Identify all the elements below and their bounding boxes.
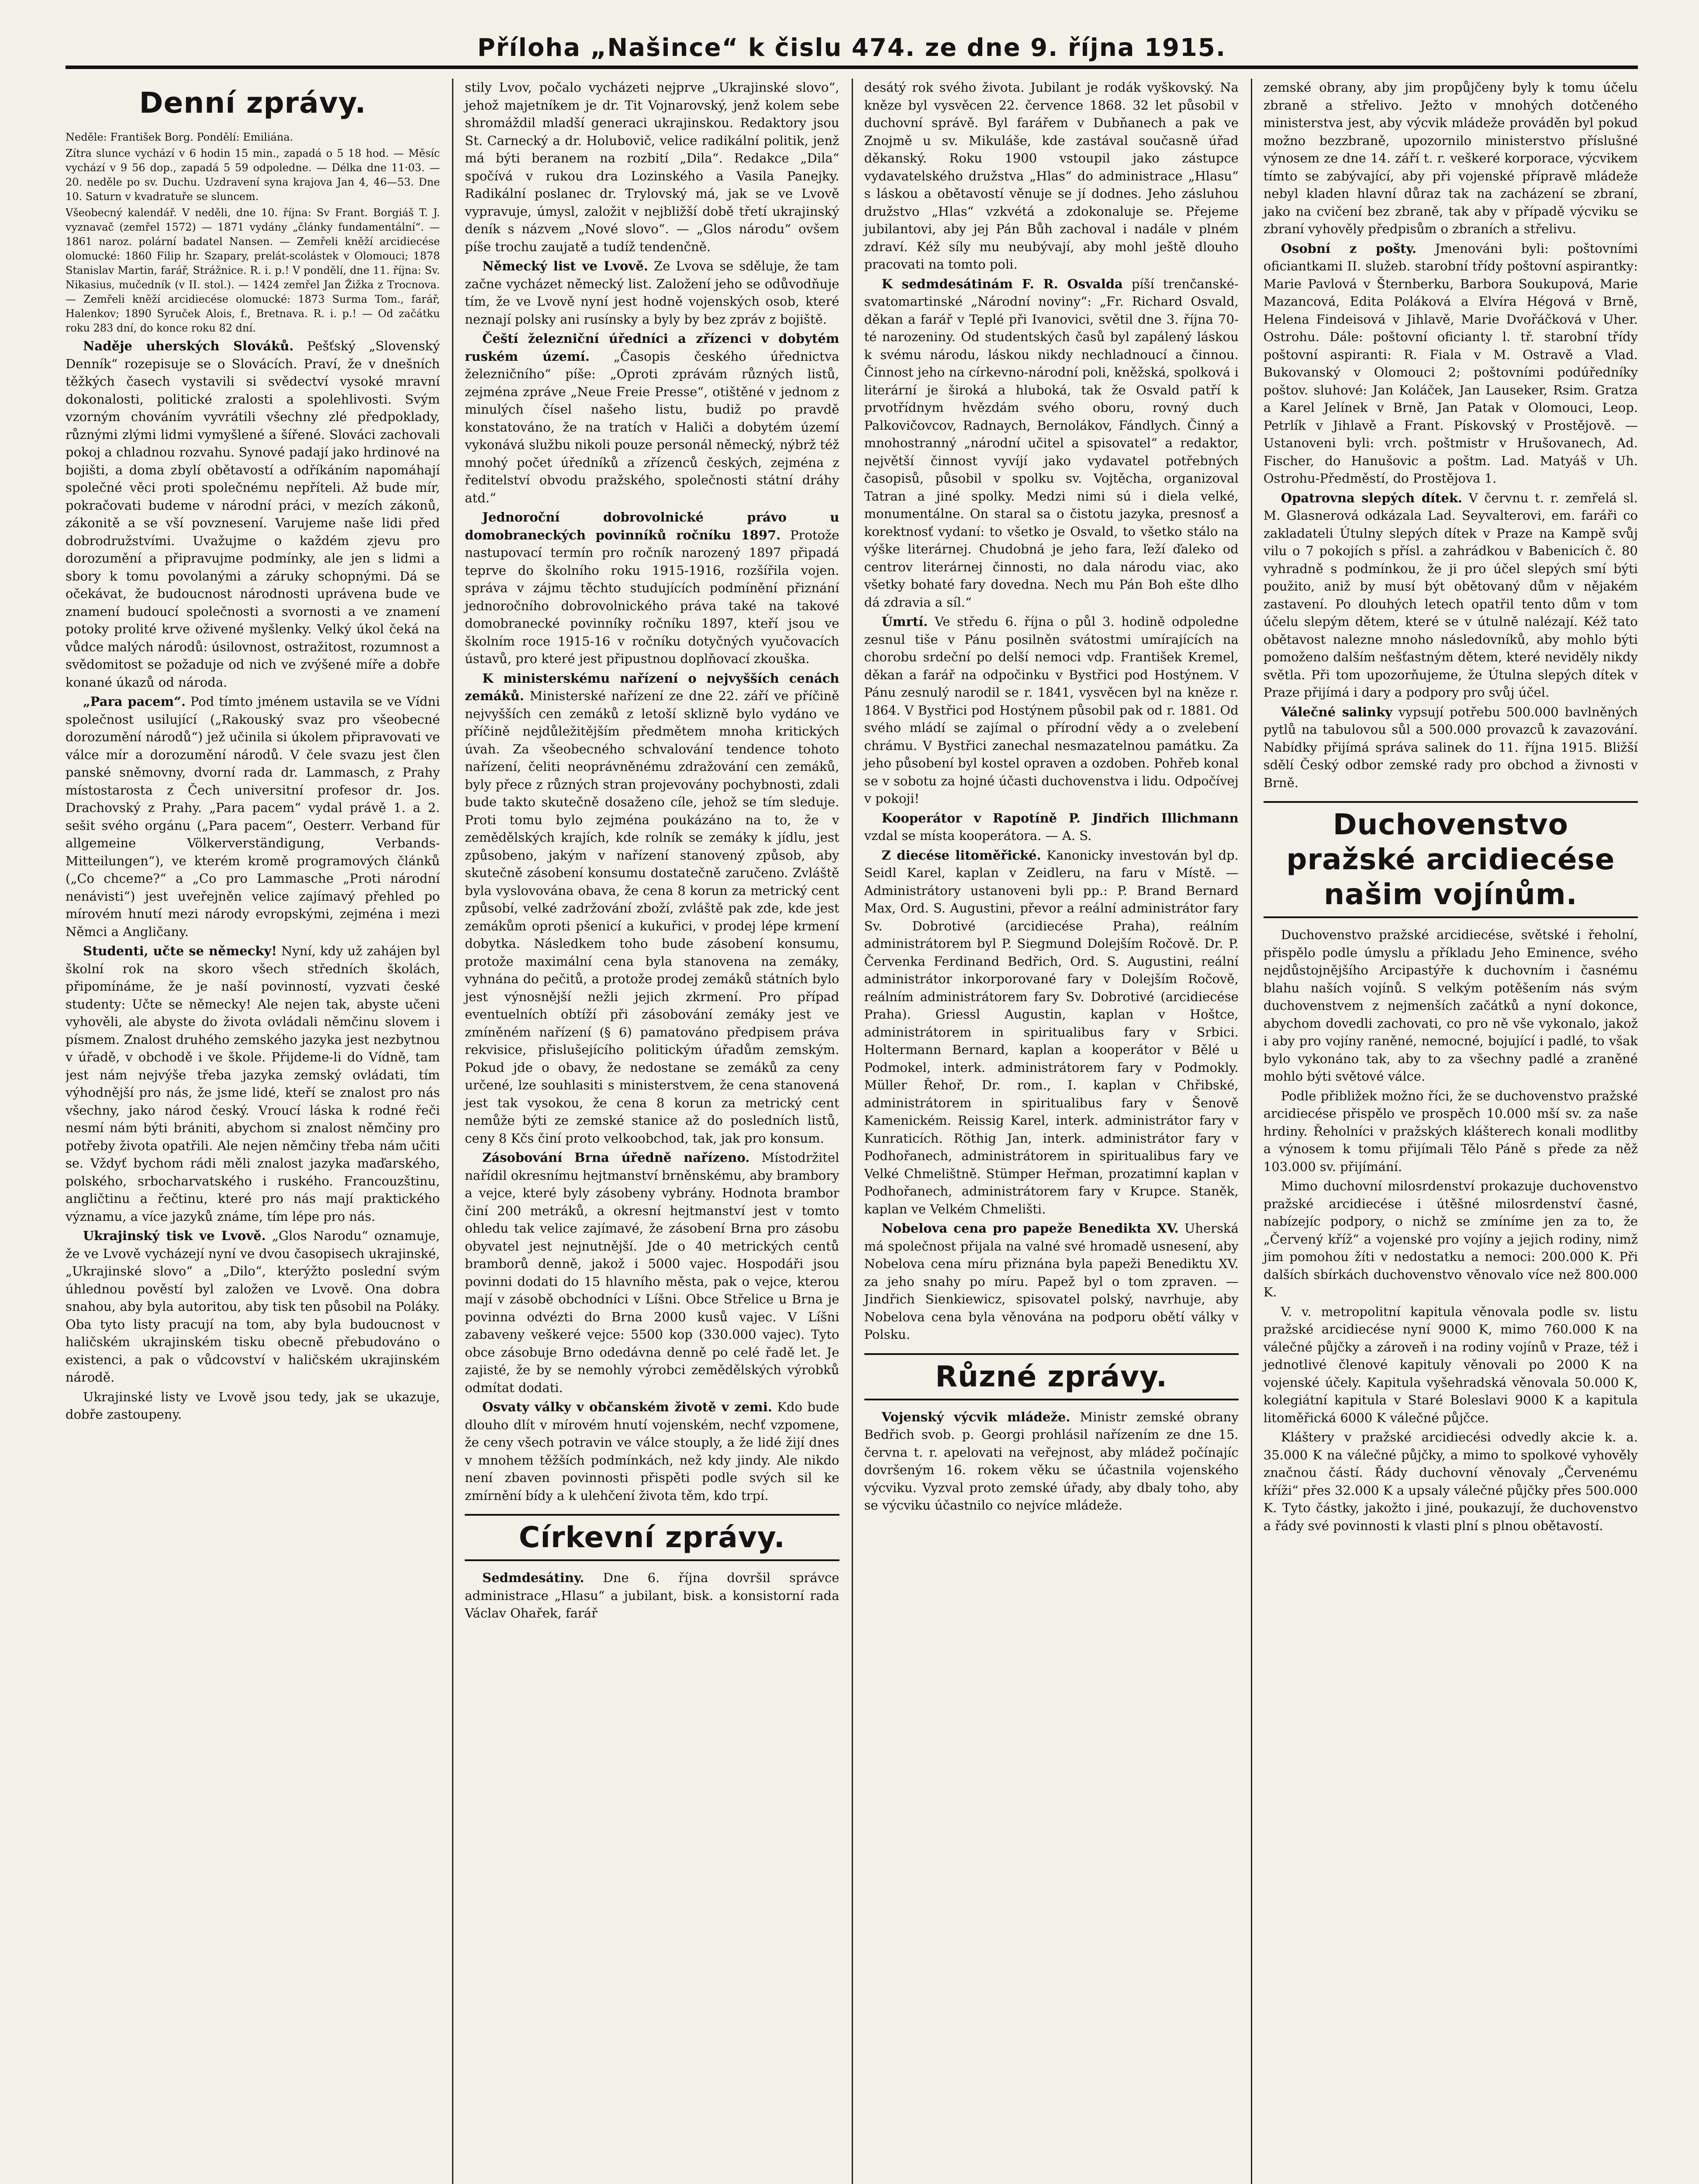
article-lead: „Para pacem“.: [83, 694, 186, 709]
article-cooperator: [864, 809, 1239, 845]
header-rule: [66, 66, 1638, 69]
article-litomerice-diocese: [864, 847, 1239, 1218]
article-continued: zemské obrany, aby jim propůjčeny byly k tomu účelu zbraně a střelivo. Ježto v mnohých dotčeného ministerstva jest, aby výcvik mládeže prováděn byl pokud možno bezzbraně, upozornilo ministerstvo příslušné výnosem ze dne 14. září t. r. veškeré korporace, výcvikem tímto se zabývající, aby při vojenské přípravě mládeže nebyl kladen hlavní důraz tak na zacházení se zbraní, jako na cvičení bez zbraně, tak aby v případě výcviku se zbraní vyhověly předpisům o zbraních a střelivu.: [1263, 80, 1638, 236]
section-title-daily-news: Denní zprávy.: [139, 86, 366, 120]
article-lead: Ukrajinský tisk ve Lvově.: [83, 1228, 266, 1243]
article-text: Ve středu 6. října o půl 3. hodině odpoledne zesnul tiše v Pánu posilněn svátostmi umírajících na chorobu srdeční po delší nemoci vdp. František Kremel, děkan a farář na odpočinku v Bystřici pod Hostýnem. V Pánu zesnulý narodil se r. 1841, vysvěcen byl na kněze r. 1864. V Bystřici pod Hostýnem působil pak od r. 1881. Od svého mládí se zajímal o přírodní vědy a o zvelebení chrámu. V Bystřici zanechal nesmazatelnou památku. Za jeho působení byl kostel opraven a ozdoben. Pohřeb konal se v sobotu za hojné účasti duchovenstva i lidu. Odpočívej v pokoji!: [864, 614, 1239, 806]
article-lead: Sedmdesátiny.: [482, 1570, 584, 1585]
article-lead: Německý list ve Lvově.: [482, 259, 648, 273]
article-text: Dne 6. října dovršil správce administrace „Hlasu“ a jubilant, bisk. a konsistorní rada Václav Ohařek, farář: [465, 1570, 839, 1621]
article-war-effects: [465, 1398, 839, 1504]
article-para-pacem: [66, 693, 440, 940]
article-lead: Úmrtí.: [881, 614, 928, 629]
article-slovaks: [66, 337, 440, 691]
article-text: Ze Lvova se sděluje, že tam začne vycházet německý list. Založení jeho se odůvodňuje tím, že ve Lvově nyní jest hodně vojenských osob, které neznají polsky ani rusínsky a byly by bez zpráv z bojiště.: [465, 259, 839, 327]
article-text: Pešťský „Slovenský Denník“ rozepisuje se o Slovácích. Praví, že v dnešních těžkých časech vystavili si svědectví vysoké mravní dokonalosti, politické zralosti a spolehlivosti. Svým vzorným chováním vyvrátili všechny zlé předpoklady, různými zlými lidmi vymyšlené a šířené. Slováci zachovali pokoj a chladnou rozvahu. Synové padají jako hrdinové na bojišti, a doma zbylí obětavostí a odříkáním napomáhají společné věci proti společnému nepříteli. Až bude mír, pokračovati budeme v národní práci, v mezích zákonů, zákonitě a se vší povznesení. Varujeme naše lidi před dobrodružstvími. Uvažujme o každém zjevu pro dorozumění a připravujme podmínky, ale jen s lidmi a sbory k tomu povolanými a záruky schopnými. Dá se očekávat, že budoucnost národnosti uprávena bude ve znamení budoucí společnosti a svornosti a ve znamení potoky prolité krve oživené myšlenky. Velký úkol čeká na vůdce malých národů: úsilovnost, ostražitost, rozumnost a svědomitost se požaduje od nich ve zvýšené míře a dobře konané úkazů od národa.: [66, 339, 440, 690]
article-text: Pod tímto jménem ustavila se ve Vídni společnost usilující („Rakouský svaz pro všeobecné dorozumění národů“) jež učinila si úkolem připravovati ve válce mír a dorozumění národů. V čele svazu jest člen panské sněmovny, dvorní rada dr. Lammasch, z Prahy místostarosta z Čech universitní profesor dr. Jos. Drachovský z Prahy. „Para pacem“ vydal právě 1. a 2. sešit svého orgánu („Para pacem“, Oesterr. Verband für allgemeine Völkerverständigung, Verbands-Mitteilungen“), ve kterém kromě programových článků („Co chceme?“ a „Co pro Lammasche „Proti národní nenávisti“) jest uveřejněn velice zajímavý přehled po mírovém hnutí mezi národy evropskými, zejména i mezi Němci a Angličany.: [66, 694, 440, 939]
article-ukrainian-press: [66, 1227, 440, 1386]
article-lead: K sedmdesátinám F. R. Osvalda: [881, 276, 1123, 291]
article-lead: Kooperátor v Rapotíně P. Jindřich Illichmann: [881, 810, 1239, 826]
article-text: Kdo bude dlouho dlít v mírovém hnutí vojenském, nechť vzpomene, že ceny všech potravin ve válce stouply, a že lidé žijí dnes v mnohem těžších podmínkách, než kdy jindy. Ale nikdo není zbaven povinnosti přispěti podle svých sil ke zmírnění bídy a k ulehčení života těm, kdo trpí.: [465, 1400, 839, 1503]
article-one-year-volunteers: [465, 508, 839, 668]
article-railway-officials: [465, 330, 839, 507]
column-4: [1251, 79, 1638, 2184]
article-lead: Jednoroční dobrovolnické právo u domobraneckých povinníků ročníku 1897.: [465, 510, 839, 543]
article-continued: desátý rok svého života. Jubilant je rodák vyškovský. Na kněze byl vysvěcen 22. července 1868. 32 let působil v duchovní správě. Byl farářem v Dubňanech a pak ve Znojmě u sv. Mikuláše, kde zastával současně úřad děkanský. Roku 1900 vstoupil jako zástupce vydavatelského družstva „Hlas“ do administrace „Hlasu“ s láskou a obětavostí věnuje se jí dodnes. Jeho zásluhou družstvo „Hlas“ vzkvétá a zdokonaluje se. Přejeme jubilantovi, aby jej Pán Bůh zachoval i nadále v plném zdraví. Kéž síly mu neubývají, aby mohl ještě dlouho pracovati na tomto poli.: [864, 80, 1239, 272]
section-title-church-news: Církevní zprávy.: [518, 1521, 785, 1554]
article-text: „Glos Narodu“ oznamuje, že ve Lvově vycházejí nyní ve dvou časopisech ukrajinské, „Ukrajinské slovo“ a „Dilo“, kterýžto poslední svým úhlednou pověstí byl založen ve Lvově. Ona dobra snahou, aby byla autoritou, aby tisk ten působil na Poláky. Oba tyto listy pracují na tom, aby byla budoucnost v haličském ukrajinském tisku obecně přebudováno o existenci, a pak o vůdcovství v haličském ukrajinském národě.: [66, 1228, 440, 1385]
article-text: Jmenováni byli: poštovními oficiantkami II. služeb. starobní třídy poštovní aspirantky: Marie Pavlová v Šternberku, Barbora Soukupová, Marie Mazancová, Edita Poláková a Elvíra Hégová v Brně, Helena Findeisová v Jihlavě, Marie Dvořáčková v Uher. Ostrohu. Dále: poštovní oficianty l. tř. starobní třídy poštovní aspiranti: R. Fiala v M. Ostravě a Vlad. Bukovanský v Olomouci 2; poštovními podúředníky poštov. sluhové: Jan Koláček, Jan Lauseker, Rsim. Gratza a Karel Jelínek v Brně, Jan Patak v Olomouci, Leop. Petrlík v Jihlavě a Frant. Pískovský v Prostějově. — Ustanoveni byli: vrch. poštmistr v Hrušovanech, Ad. Fischer, do Hanušovic a poštm. Lad. Matyáš v Uh. Ostrohu-Předměstí, do Prostějova 1.: [1263, 241, 1638, 486]
article-lead: Válečné salinky: [1281, 704, 1393, 719]
article-nobel-prize: [864, 1220, 1239, 1344]
columns: [66, 79, 1638, 2184]
article-text: Protože nastupovací termín pro ročník narozený 1897 připadá teprve do školního roku 1915-1916, rozšířila vojen. správa v zájmu těchto studujících podmínění přiznání jednoročního dobrovolnického práva také na takové domobranecké povinníky ročníku 1897, kteří jsou ve školním roce 1915-16 v ročníku dotyčných vyučovacích ústavů, pro které jest připustnou doplňovací zkouška.: [465, 527, 839, 666]
article-clergy-1: Duchovenstvo pražské arcidiecése, světské i řeholní, přispělo podle úmyslu a příkladu Jeho Eminence, svého nejdůstojnějšího Arcipastýře k duchovním i časnému blahu naších vojínů. S velkým potěšením nás svým duchovenstvem z nejmenších začátků a nyní dokonce, abychom dovedli zachovati, co pro ně vše vykonalo, jakož i aby pro vojíny raněné, nemocné, bojující i padlé, to však bylo vykonáno tak, aby to za všechny padlé a zraněné mohlo býti světové válce.: [1263, 927, 1638, 1084]
page-header: Příloha „Našince“ k čislu 474. ze dne 9. října 1915.: [477, 34, 1226, 62]
article-lead: Vojenský výcvik mládeže.: [881, 1409, 1071, 1424]
article-lead: Studenti, učte se německy!: [83, 943, 277, 958]
article-lead: Z diecése litoměřické.: [881, 847, 1041, 863]
article-text: „Časopis českého úřednictva železničního“ píše: „Oproti zprávám různých listů, zejména zpráve „Neue Freie Presse“, otištěné v jednom z minulých čísel našeho listu, budiž po pravdě konstatováno, že na tratích v Haliči a dobytém území vykonává službu nikoli pouze personál německý, nýbrž též mnohý počet úředníků a zřízenců českých, zejména z ředitelství obvodu pražského, společnosti státní dráhy atd.“: [465, 349, 839, 505]
article-blind-children: [1264, 489, 1638, 702]
article-text: Ministr zemské obrany Bedřich svob. p. Georgi prohlásil nařízením ze dne 15. června t. r. apelovati na veřejnost, aby mládež počínajíc dovršeným 16. rokem věku se účastnila vojenského výcviku. Vyzval proto zemské úřady, aby dbaly toho, aby se výcviku účastnilo co nejvíce mládeže.: [864, 1409, 1239, 1513]
section-title-various-news: Různé zprávy.: [935, 1359, 1167, 1393]
column-1: [66, 79, 440, 2184]
various-news-box: [864, 1353, 1239, 1400]
article-text: píší trenčanské-svatomartinské „Národní noviny“: „Fr. Richard Osvald, děkan a farář v Teplé při Ivanovici, světil dne 3. října 70-té narozeniny. Od studentských časů byl zapálený láskou k svému národu, láskou nikdy nechladnoucí a činnou. Činnost jeho na církevno-národní poli, kněžská, spolková i literární je široká a hluboká, tak že Osvald patří k prvotřídnym hvězdám svého oboru, rovný duch Palkovičovcov, Radnaych, Bernolákov, Fándlych. Činný a mnohostranný „národní učitel a spisovatel“ a redaktor, největší činnost vyvíjí jako vydavatel potřebných časopisů, působil v spolku sv. Vojtěcha, organizoval Tatran a jiné spolky. Medzi nimi sú i diela velké, monumentálne. On staral sa o čistotu jazyka, presnosť a korektnosť vydaní: to všetko je Osvald, to všetko stálo na výške literárnej. Chudobná je jeho fara, ľeží ďaleko od centrov literárnej činnosti, no dala národu viac, ako všetky bohaté fary dovedna. Nech mu Pán Boh ešte dlho dá zdravia a síl.“: [864, 276, 1239, 610]
article-text: Kanonicky investován byl dp. Seidl Karel, kaplan v Zeidleru, na faru v Místě. — Administrátory ustanoveni byli pp.: P. Brand Bernard Max, Ord. S. Augustini, převor a reální administrátor fary Sv. Dobrotivé (arcidiecése Praha), reálním administrátorem byl P. Siegmund Dolejším Ročově. Dr. P. Červenka Ferdinand Bedřich, Ord. S. Augustini, reální administrátor inkorporované fary v Dolejším Ročově, reálním administrátorem fary Sv. Dobrotivé (arcidiecése Praha). Griessl Augustin, kaplan v Hoštce, administrátorem in spiritualibus fary v Srbici. Holtermann Bernard, kaplan a kooperátor v Bělé u Podmokel, interk. administrátorem fary v Podmokly. Müller Řehoř, Dr. rom., I. kaplan v Chřibské, administrátorem in spiritualibus fary v Šenově Kamenickém. Reissig Karel, interk. administrátor fary v Kunraticích. Röthig Jan, interk. administrátor fary v Podhořanech, administrátorem in spiritualibus fary ve Velké Chmelištně. Stümper Heřman, prozatimní kaplan v Podhořanech, administrátorem fary v Krupce. Staněk, kaplan ve Velkém Chmelišti.: [864, 847, 1239, 1216]
article-lead: Opatrovna slepých dítek.: [1281, 490, 1463, 505]
general-calendar: Všeobecný kalendář. V neděli, dne 10. října: Sv Frant. Borgiáš T. J. vyznavač (zemřel 1572) — 1871 vydány „články fundamentální“. — 1861 naroz. polární badatel Nansen. — Zemřeli kněží arcidiecése olomucké: 1860 Filip hr. Szapary, prelát-scolástek v Olomouci; 1878 Stanislav Martin, farář, Strážnice. R. i. p.! V pondělí, dne 11. října: Sv. Nikasius, mučedník (v II. stol.). — 1424 zemřel Jan Žižka z Trocnova. — Zemřeli kněží arcidiecése olomucké: 1873 Surma Tom., farář, Halenkov; 1890 Syruček Alois, f., Bretnava. R. i. p.! — Od začátku roku 283 dní, do konce roku 82 dní.: [66, 207, 440, 334]
article-military-training: [864, 1408, 1239, 1514]
article-post-personnel: [1264, 240, 1638, 487]
article-text: vzdal se místa kooperátora. — A. S.: [864, 828, 1092, 843]
article-german-paper: [465, 257, 839, 328]
church-news-box: [465, 1514, 839, 1561]
column-2: [452, 79, 839, 2184]
article-death: [864, 613, 1239, 808]
article-text: V červnu t. r. zemřelá sl. M. Glasnerová odkázala Lad. Seyvalterovi, em. faráři co zakladateli Útulny slepých dítek v Praze na Kampě svůj vilu o 7 pokojích s přísl. a zahrádkou v Babenicích č. 80 vyhradně s podmínkou, že ji pro účel slepých smí býti použito, aniž by musí být obětovaný dům v nějakém zastavení. Po dlouhých letech opatřil tento dům v tom účelu slepým dětem, které se v útulně nalézají. Kéž tato obětavost nalezne mnoho následovníků, aby mohlo býti pomoženo dalším nešťastným dětem, které neviděly nikdy světla. Při tom upozorňujeme, že Útulna slepých dítek v Praze přijímá i dary a podpory pro svůj účel.: [1263, 490, 1638, 700]
column-3: [852, 79, 1239, 2184]
article-lead: Zásobování Brna úředně nařízeno.: [482, 1150, 750, 1165]
article-salt-works: [1264, 703, 1638, 792]
article-text: Místodržitel nařídil okresnímu hejtmanství brněnskému, aby brambory a vejce, které byly zásobeny vybrány. Hodnota brambor činí 200 metráků, a okresní hejtmanství jest v tomto ohledu tak velice zajímavé, že zásobení Brna pro zásobu obyvatel jest nejnutnější. Jde o 40 metrických centů bramborů denně, jakož i 5000 vajec. Hospodáři jsou povinni dodati do 15 hlavního města, pak o vejce, kterou mají v zásobě obchodníci v Líšni. Obce Střelice u Brna je povinna odvézti do Brna 2000 kusů vajec. V Líšni zabaveny veškeré vejce: 5500 kop (330.000 vajec). Tyto obce zásobuje Brno odedávna denně po celé řadě let. Je zajisté, že by se nemohly výrobci zemědělských výrobků odmítat dodati.: [465, 1150, 839, 1395]
article-seventieth: [465, 1569, 839, 1622]
article-clergy-5: Kláštery v pražské arcidiecési odvedly akcie k. a. 35.000 K na válečné půjčky, a mimo to spolkové vyhověly značnou částí. Řády duchovní věnovaly „Červenému kříži“ přes 32.000 K a upsaly válečné půjčky přes 500.000 K. Tyto částky, jakožto i jiné, poukazují, že duchovenstvo a řády své povinnosti k vlasti plní s plnou obětavostí.: [1263, 1430, 1638, 1533]
article-text: Uherská má společnost přijala na valné své hromadě usnesení, aby Nobelova cena míru přiznána byla papeži Benediktu XV. za jeho snahy po míru. Papež byl o tom zpraven. — Jindřich Sienkiewicz, spisovatel polský, navrhuje, aby Nobelova cena byla věnována na podporu obětí války v Polsku.: [864, 1221, 1239, 1342]
article-text: Ministerské nařízení ze dne 22. září ve příčině nejvyšších cen zemáků z letoší sklizně bylo vydáno ve příčině nejdůležitějším předmětem mnoha kritických úvah. Za všeobecného schvalování tendence tohoto nařízení, čeliti neoprávněnému zdražování cen zemáků, byly přece z různých stran projevovány pochybnosti, zdali bude takto skutečně dosaženo cíle, jehož se tím sleduje. Proti tomu bylo zejména poukázáno na to, že v zemědělských krajích, kde rolník se zemáky k jídlu, jest způsobeno, jakým v nařízení stanovený způsob, aby skutečně zásobení konsumu dostatečně zaručeno. Zvláště byla vyslovována obava, že cena 8 korun za metrický cent způsobí, velké zadržování zboží, zvláště pak zde, kde jest zemákům oproti pšenicí a kukuřici, v prodej lépe krmení dobytka. Následkem toho bude zásobení konsumu, protože maximální cena byla stanovena na zemáky, vyhnána do pečitů, a protože prodej zemáků státních bylo jest výnosnější nežli jejich zkrmení. Pro případ eventuelních obtíží při zásobování zemáky jest ve zmíněném nařízení (§ 6) pamatováno předpisem práva rekvisice, přislušejícího politickým úřadům zemským. Pokud jde o obavy, že nedostane se zemáků za ceny určené, lze souhlasiti s ministerstvem, že cena stanovená jest tak vysokou, že cena 8 korun za metrický cent nemůže býti ze zemské stanice až do posledních listů, ceny 8 Kčs činí proto velkoobchod, tak, jak pro konsum.: [465, 688, 839, 1146]
article-lead: Naděje uherských Slováků.: [83, 339, 294, 353]
article-lead: Nobelova cena pro papeže Benedikta XV.: [881, 1221, 1179, 1236]
article-continuation: Ukrajinské listy ve Lvově jsou tedy, jak se ukazuje, dobře zastoupeny.: [66, 1389, 440, 1422]
article-brno-supply: [465, 1149, 839, 1396]
article-clergy-3: Mimo duchovní milosrdenství prokazuje duchovenstvo pražské arcidiecése i útěšné milosrdenství časné, nabízejíc podpory, o nichž se zmíníme jen za to, že „Červený kříž“ a vojenské pro vojíny a jejich rodiny, nimž jim pomohou žíti v nedostatku a nemoci: 200.000 K. Při dalších sbírkách duchovenstvo věnovalo více než 800.000 K.: [1263, 1178, 1638, 1299]
article-clergy-2: Podle přibližek možno říci, že se duchovenstvo pražské arcidiecése přispělo ve prospěch 10.000 mší sv. za naše hrdiny. Řeholníci v pražských klášterech konali modlitby a výnosem k tomu přijímali Tělo Páně s přede za něž 103.000 sv. přijímání.: [1263, 1088, 1638, 1174]
article-clergy-4: V. v. metropolitní kapitula věnovala podle sv. listu pražské arcidiecése nyní 9000 K, mimo 760.000 K na válečné půjčky a zároveň i na rodiny vojínů v Praze, též i jednotlivé členové kapituly věnovali po 2000 K na vojenské účely. Kapitula vyšehradská věnovala 50.000 K, kolegiátní kapitula v Staré Boleslavi 9000 K a kapitula litoměřická 6000 K válečné půjčce.: [1263, 1304, 1638, 1425]
article-lead: Osvaty války v občanském životě v zemi.: [482, 1400, 772, 1414]
article-text: vypsují potřebu 500.000 bavlněných pytlů na tabulovou sůl a 500.000 provazců k zavazování. Nabídky přijímá správa salinek do 11. října 1915. Bližší sdělí Český odbor zemské rady pro obchod a živnosti v Brně.: [1263, 704, 1638, 790]
article-osvald: [864, 275, 1239, 612]
article-continued: stily Lvov, počalo vycházeti nejprve „Ukrajinské slovo“, jehož majetníkem je dr. Tit Vojnarovský, jenž kolem sebe shromáždil mladší generaci ukrajinskou. Redaktory jsou St. Carnecký a dr. Holubovič, velice radikální politik, jenž má býti beranem na rozbití „Dila“. Redakce „Dila“ spočívá v rukou dra Lozinského a Vasila Panejky. Radikální poslanec dr. Trylovský má, jak se ve Lvově vypravuje, úmysl, založit v nejbližší době třetí ukrajinský deník s názvem „Nové slovo“. — „Glos národu“ ovšem píše trochu zaujatě a tudíž tendenčně.: [465, 80, 839, 254]
article-students: [66, 942, 440, 1225]
article-lead: Osobní z pošty.: [1281, 241, 1416, 256]
section-title-clergy: Duchovenstvo pražské arcidiecése našim vojínům.: [1286, 808, 1615, 911]
article-lead: K ministerskému nařízení o nejvyšších cenách zemáků.: [465, 670, 839, 703]
clergy-box: [1264, 801, 1638, 918]
article-lead: Čeští železniční úředníci a zřízenci v dobytém ruském území.: [465, 331, 839, 364]
article-potato-prices: [465, 670, 839, 1147]
article-text: Nyní, kdy už zahájen byl školní rok na skoro všech středních školách, připomínáme, že je naší povinností, vyzvati české studenty: Učte se německy! Ale nejen tak, abyste učeni vyhověli, ale abyste do života ovládali němčinu slovem i písmem. Znalost druhého zemského jazyka jest nezbytnou v úřadě, v obchodě i ve škole. Přijdeme-li do Vídně, tam jest nám nejvýše třeba jazyka zemský ovládati, tím výhodnější pro nás, že jsme lidé, kteří se znalost pro nás všechny, jako národ český. Vroucí láska k rodné řeči nesmí nám býti brániti, abychom si znalost němčiny pro potřeby života opatřili. Ale nejen němčiny třeba nám učiti se. Vždyť bychom rádi měli znalost jazyka maďarského, polského, srbocharvatského i ruského. Francouzštinu, angličtinu a řečtinu, které pro nás mají praktického významu, a více jazyků známe, tím lépe pro nás.: [66, 943, 440, 1224]
calendar-names: Neděle: František Borg. Pondělí: Emiliána.: [66, 131, 294, 143]
astronomy-note: Zítra slunce vychází v 6 hodin 15 min., zapadá o 5 18 hod. — Měsíc vychází v 9 56 dop., zapadá 5 59 odpoledne. — Délka dne 11·03. — 20. neděle po sv. Duchu. Uzdravení syna krajova Jan 4, 46—53. Dne 10. Saturn v kvadratuře se sluncem.: [66, 147, 440, 203]
